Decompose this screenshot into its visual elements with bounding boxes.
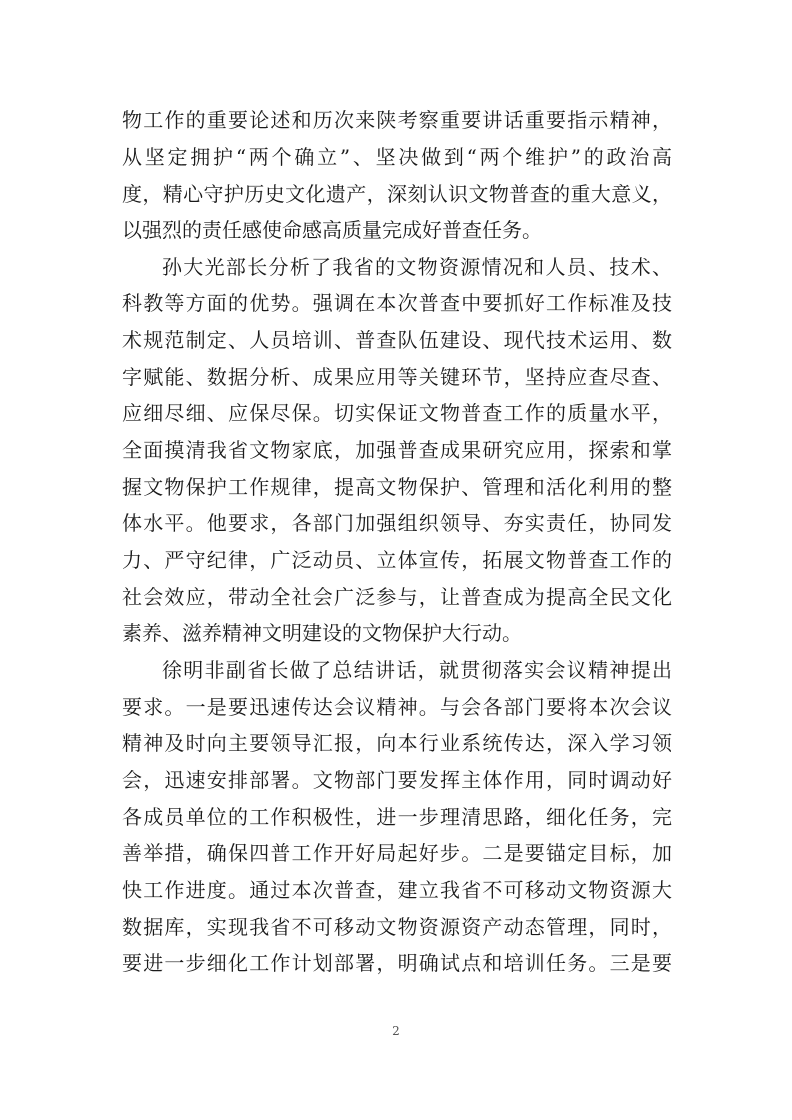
paragraph-line: 要进一步细化工作计划部署，明确试点和培训任务。三是要 [122,951,672,975]
paragraph-line: 握文物保护工作规律，提高文物保护、管理和活化利用的整 [122,475,672,499]
paragraph-line: 物工作的重要论述和历次来陕考察重要讲话重要指示精神， [122,108,672,132]
page-number: 2 [392,1024,400,1038]
paragraph-line: 全面摸清我省文物家底，加强普查成果研究应用，探索和掌 [122,438,672,462]
paragraph-line: 要求。一是要迅速传达会议精神。与会各部门要将本次会议 [122,695,672,719]
paragraph-line: 各成员单位的工作积极性，进一步理清思路，细化任务，完 [122,805,672,829]
paragraph-line: 素养、滋养精神文明建设的文物保护大行动。 [122,621,522,645]
paragraph-line: 科教等方面的优势。强调在本次普查中要抓好工作标准及技 [122,291,672,315]
paragraph-line: 数据库，实现我省不可移动文物资源资产动态管理，同时， [122,915,672,939]
paragraph-line: 从坚定拥护“两个确立”、坚决做到“两个维护”的政治高 [122,145,672,169]
paragraph-line: 精神及时向主要领导汇报，向本行业系统传达，深入学习领 [122,731,672,755]
paragraph-line: 快工作进度。通过本次普查，建立我省不可移动文物资源大 [122,878,672,902]
paragraph-line: 应细尽细、应保尽保。切实保证文物普查工作的质量水平， [122,401,672,425]
paragraph-line: 力、严守纪律，广泛动员、立体宣传，拓展文物普查工作的 [122,548,672,572]
paragraph-line: 以强烈的责任感使命感高质量完成好普查任务。 [122,218,542,242]
paragraph-line: 字赋能、数据分析、成果应用等关键环节，坚持应查尽查、 [122,365,672,389]
paragraph-line: 善举措，确保四普工作开好局起好步。二是要锚定目标，加 [122,841,672,865]
paragraph-line: 度，精心守护历史文化遗产，深刻认识文物普查的重大意义， [122,182,672,206]
paragraph-line: 社会效应，带动全社会广泛参与，让普查成为提高全民文化 [122,585,672,609]
paragraph-line: 徐明非副省长做了总结讲话，就贯彻落实会议精神提出 [162,658,672,682]
paragraph-line: 会，迅速安排部署。文物部门要发挥主体作用，同时调动好 [122,768,672,792]
paragraph-line: 体水平。他要求，各部门加强组织领导、夯实责任，协同发 [122,511,672,535]
paragraph-line: 术规范制定、人员培训、普查队伍建设、现代技术运用、数 [122,328,672,352]
paragraph-line: 孙大光部长分析了我省的文物资源情况和人员、技术、 [162,255,672,279]
